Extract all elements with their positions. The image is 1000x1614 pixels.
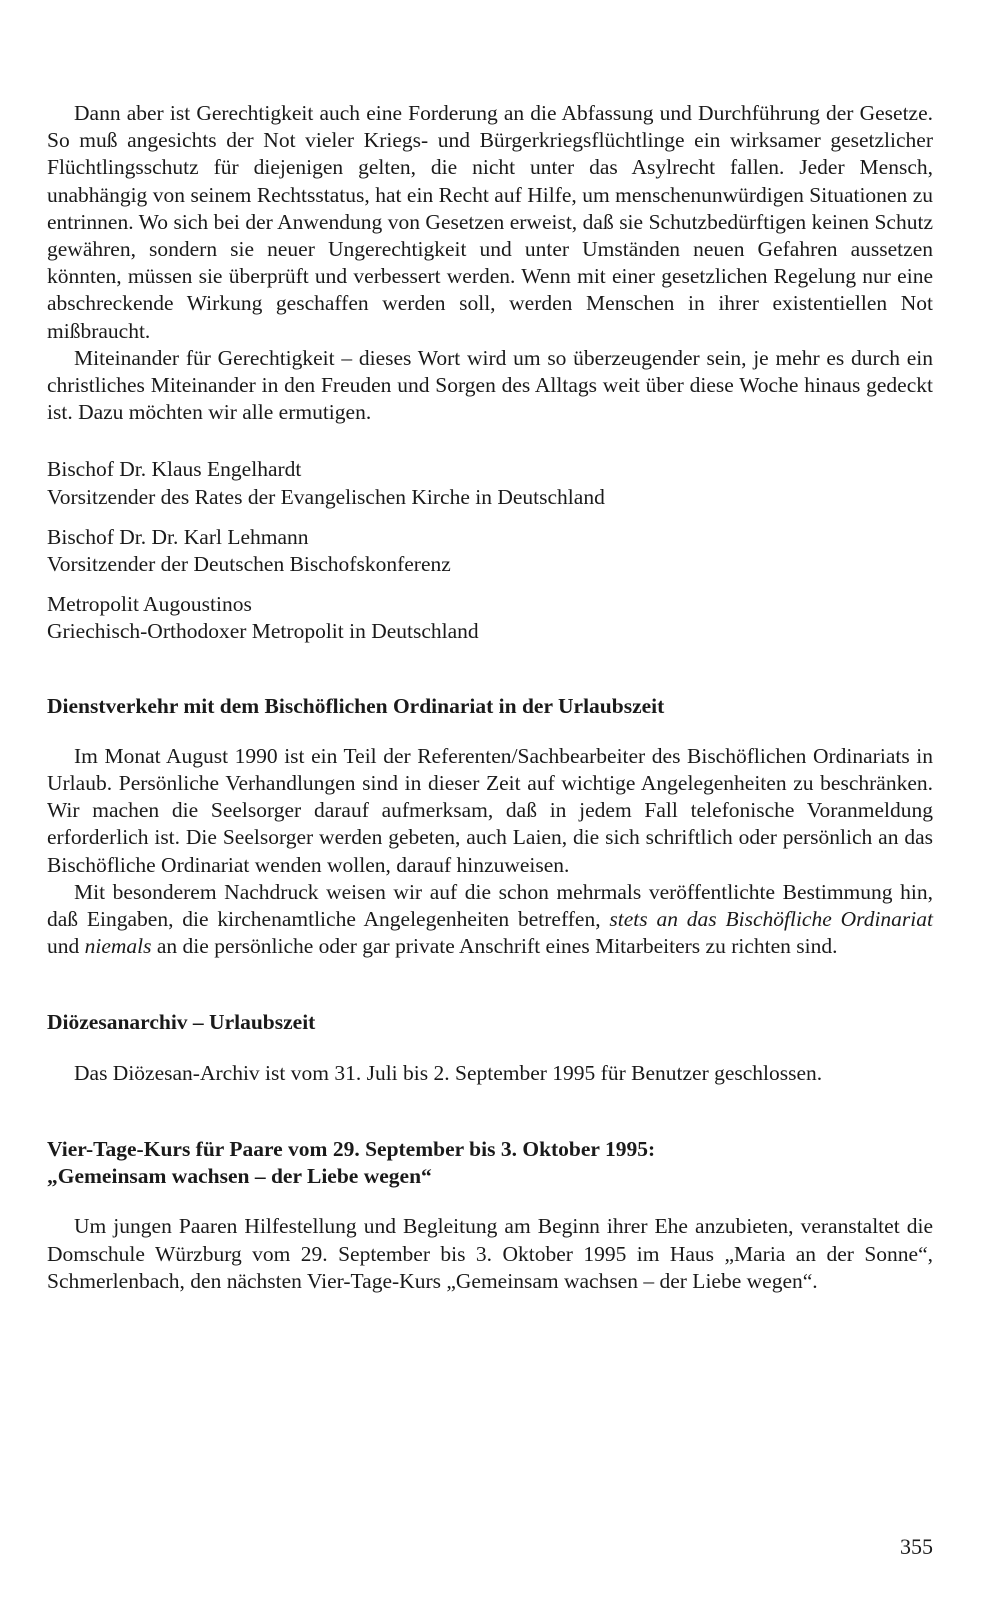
heading-line: Vier-Tage-Kurs für Paare vom 29. September bis 3. Oktober 1995: bbox=[47, 1136, 656, 1161]
section-body bbox=[47, 1060, 933, 1087]
signature-role: Vorsitzender der Deutschen Bischofskonferenz bbox=[47, 552, 451, 577]
section-body bbox=[47, 743, 933, 961]
section-archive bbox=[47, 1009, 933, 1086]
signature-list bbox=[47, 456, 933, 645]
section-heading bbox=[47, 1136, 933, 1190]
emphasis-text: stets an das Bischöfliche Ordinariat bbox=[609, 907, 933, 932]
signature-role: Vorsitzender des Rates der Evangelischen Kirche in Deutschland bbox=[47, 484, 605, 509]
signature-name: Bischof Dr. Klaus Engelhardt bbox=[47, 457, 302, 482]
section-heading: Dienstverkehr mit dem Bischöflichen Ordinariat in der Urlaubszeit bbox=[47, 693, 665, 718]
signature-block bbox=[47, 456, 933, 510]
section-office-hours bbox=[47, 693, 933, 961]
signature-name: Metropolit Augoustinos bbox=[47, 592, 252, 617]
signature-block bbox=[47, 524, 933, 578]
document-page bbox=[47, 100, 933, 1295]
emphasis-text: niemals bbox=[84, 934, 152, 959]
section-paragraph: Im Monat August 1990 ist ein Teil der Referenten/Sachbearbeiter des Bischöflichen Ordinariats in Urlaub. Persönliche Verhandlungen sind in dieser Zeit auf wichtige Angelegenheiten zu beschränken. Wir machen die Seelsorger darauf aufmerksam, daß in jedem Fall telefonische Voranmeldung erforderlich ist. Die Seelsorger werden gebeten, auch Laien, die sich schriftlich oder persönlich an das Bischöfliche Ordinariat wenden wollen, darauf hinzuweisen. bbox=[47, 743, 933, 877]
section-couples-course bbox=[47, 1136, 933, 1295]
text-run: an die persönliche oder gar private Anschrift eines Mitarbeiters zu richten sind. bbox=[151, 934, 838, 959]
section-paragraph bbox=[47, 879, 933, 961]
text-run: Mit besonderem Nachdruck weisen wir auf die schon mehrmals veröffentlichte Bestimmung hin, daß Eingaben, die kirchenamtliche Angelegenheiten betreffen, bbox=[47, 879, 933, 932]
intro-paragraph-2: Miteinander für Gerechtigkeit – dieses Wort wird um so überzeugender sein, je mehr es durch ein christliches Miteinander in den Freuden und Sorgen des Alltags weit über diese Woche hinaus gedeckt ist. Dazu möchten wir alle ermutigen. bbox=[47, 345, 933, 425]
section-heading: Diözesanarchiv – Urlaubszeit bbox=[47, 1010, 316, 1035]
text-run: und bbox=[47, 934, 85, 959]
intro-text bbox=[47, 100, 933, 426]
section-paragraph: Um jungen Paaren Hilfestellung und Begleitung am Beginn ihrer Ehe anzubieten, veranstaltet die Domschule Würzburg vom 29. September bis 3. Oktober 1995 im Haus „Maria an der Sonne“, Schmerlenbach, den nächsten Vier-Tage-Kurs „Gemeinsam wachsen – der Liebe wegen“. bbox=[47, 1214, 933, 1293]
section-body bbox=[47, 1213, 933, 1295]
signature-name: Bischof Dr. Dr. Karl Lehmann bbox=[47, 524, 309, 549]
heading-line: „Gemeinsam wachsen – der Liebe wegen“ bbox=[47, 1164, 432, 1189]
signature-role: Griechisch-Orthodoxer Metropolit in Deutschland bbox=[47, 619, 479, 644]
section-paragraph: Das Diözesan-Archiv ist vom 31. Juli bis 2. September 1995 für Benutzer geschlossen. bbox=[74, 1060, 823, 1085]
signature-block bbox=[47, 591, 933, 645]
intro-paragraph-1: Dann aber ist Gerechtigkeit auch eine Forderung an die Abfassung und Durchführung der Gesetze. So muß angesichts der Not vieler Kriegs- und Bürgerkriegsflüchtlinge ein wirksamer gesetzlicher Flüchtlingsschutz für diejenigen gelten, die nicht unter das Asylrecht fallen. Jeder Mensch, unabhängig von seinem Rechtsstatus, hat ein Recht auf Hilfe, um menschenunwürdigen Situationen zu entrinnen. Wo sich bei der Anwendung von Gesetzen erweist, daß sie Schutzbedürftigen keinen Schutz gewähren, sondern sie neuer Ungerechtigkeit und unter Umständen neuen Gefahren aussetzen könnten, müssen sie überprüft und verbessert werden. Wenn mit einer gesetzlichen Regelung nur eine abschreckende Wirkung geschaffen werden soll, werden Menschen in ihrer existentiellen Not mißbraucht. bbox=[47, 101, 933, 343]
page-number: 355 bbox=[900, 1534, 933, 1559]
